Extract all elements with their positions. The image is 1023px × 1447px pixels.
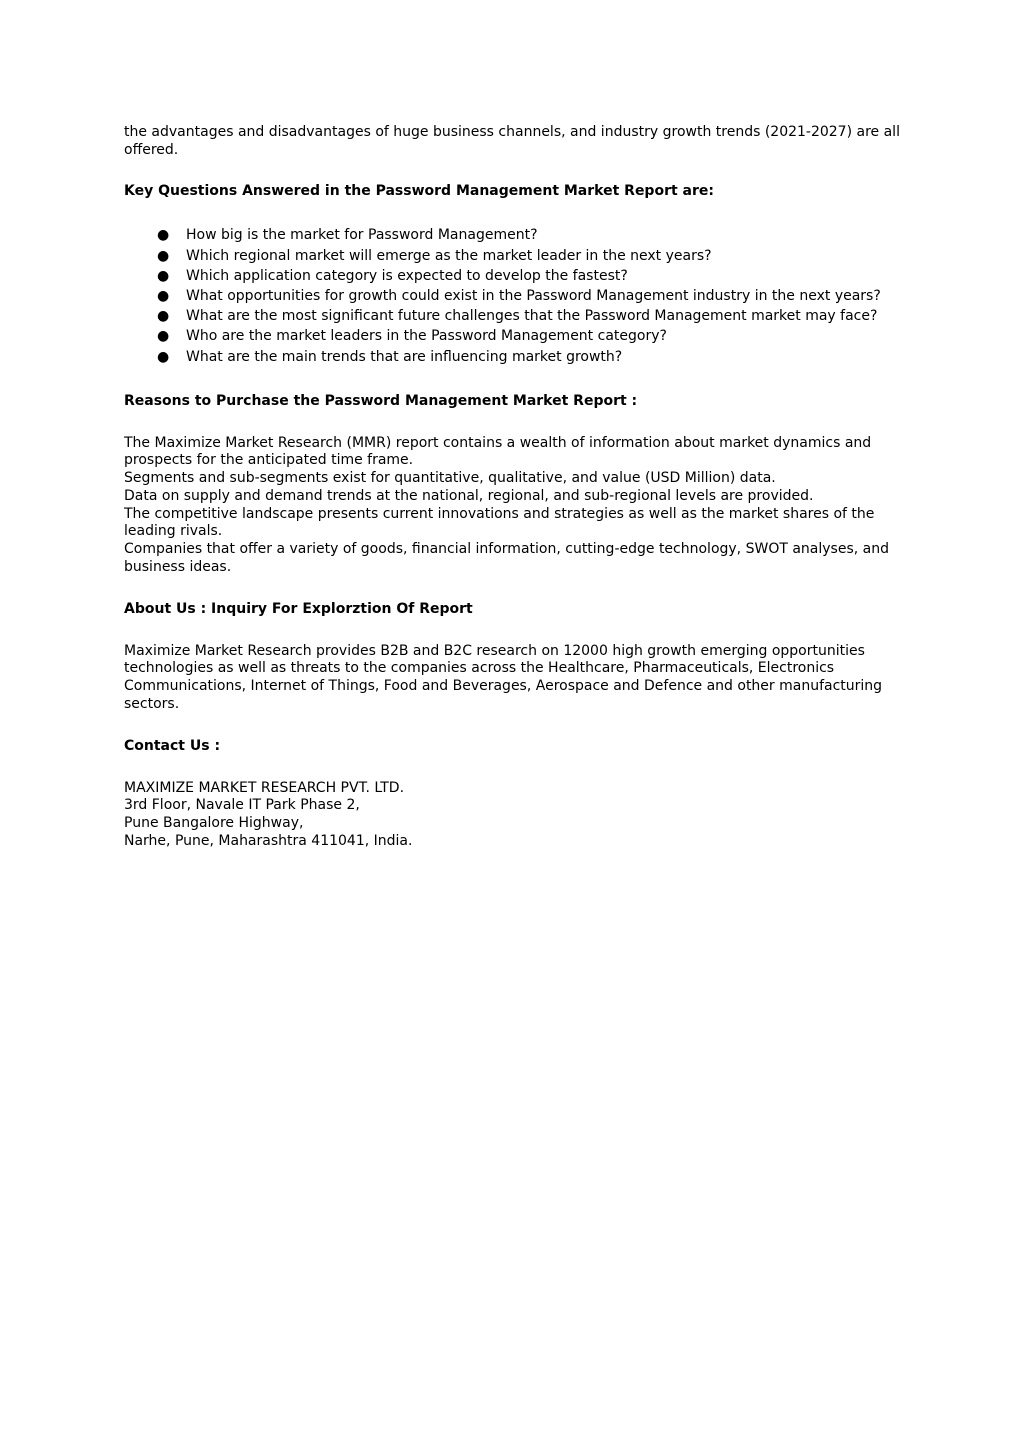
about-heading: About Us : Inquiry For Explorztion Of Report [124,600,473,617]
list-item [124,349,904,367]
bullet-icon: ● [157,308,170,325]
bullet-icon: ● [157,267,170,284]
reason-line: The Maximize Market Research (MMR) report contains a wealth of information about market dynamics and prospects for the anticipated time frame. [124,434,872,469]
list-item [124,288,904,306]
bullet-icon: ● [157,328,170,345]
address-line: Narhe, Pune, Maharashtra 411041, India. [124,833,413,850]
question-text: What opportunities for growth could exist in the Password Management industry in the next years? [186,287,881,304]
key-questions-list [124,227,904,366]
address-line: 3rd Floor, Navale IT Park Phase 2, [124,797,360,814]
list-item [124,248,904,266]
reason-line: The competitive landscape presents current innovations and strategies as well as the market shares of the leading rivals. [124,505,875,540]
list-item [124,328,904,346]
document-page [124,124,904,851]
question-text: Which regional market will emerge as the market leader in the next years? [186,247,712,264]
question-text: Which application category is expected to develop the fastest? [186,267,628,284]
question-text: What are the most significant future challenges that the Password Management market may face? [186,308,878,325]
contact-address [124,780,904,851]
question-text: Who are the market leaders in the Password Management category? [186,328,667,345]
reason-line: Segments and sub-segments exist for quantitative, qualitative, and value (USD Million) data. [124,470,776,487]
key-questions-heading: Key Questions Answered in the Password Management Market Report are: [124,182,714,199]
reasons-paragraph [124,435,904,577]
list-item [124,268,904,286]
reasons-heading: Reasons to Purchase the Password Management Market Report : [124,392,638,409]
list-item [124,308,904,326]
bullet-icon: ● [157,348,170,365]
reason-line: Companies that offer a variety of goods, financial information, cutting-edge technology, SWOT analyses, and business ideas. [124,541,889,576]
intro-paragraph: the advantages and disadvantages of huge business channels, and industry growth trends (2021-2027) are all offered. [124,124,900,158]
list-item [124,227,904,245]
bullet-icon: ● [157,247,170,264]
address-line: Pune Bangalore Highway, [124,815,304,832]
bullet-icon: ● [157,287,170,304]
reason-line: Data on supply and demand trends at the national, regional, and sub-regional levels are provided. [124,487,814,504]
contact-heading: Contact Us : [124,737,221,754]
question-text: How big is the market for Password Management? [186,227,538,244]
about-paragraph: Maximize Market Research provides B2B and B2C research on 12000 high growth emerging opportunities technologies as well as threats to the companies across the Healthcare, Pharmaceuticals, Electronics Communications, Internet of Things, Food and Beverages, Aerospace and Defence and other manufacturing sectors. [124,642,883,713]
question-text: What are the main trends that are influencing market growth? [186,348,623,365]
bullet-icon: ● [157,227,170,244]
address-line: MAXIMIZE MARKET RESEARCH PVT. LTD. [124,779,405,796]
